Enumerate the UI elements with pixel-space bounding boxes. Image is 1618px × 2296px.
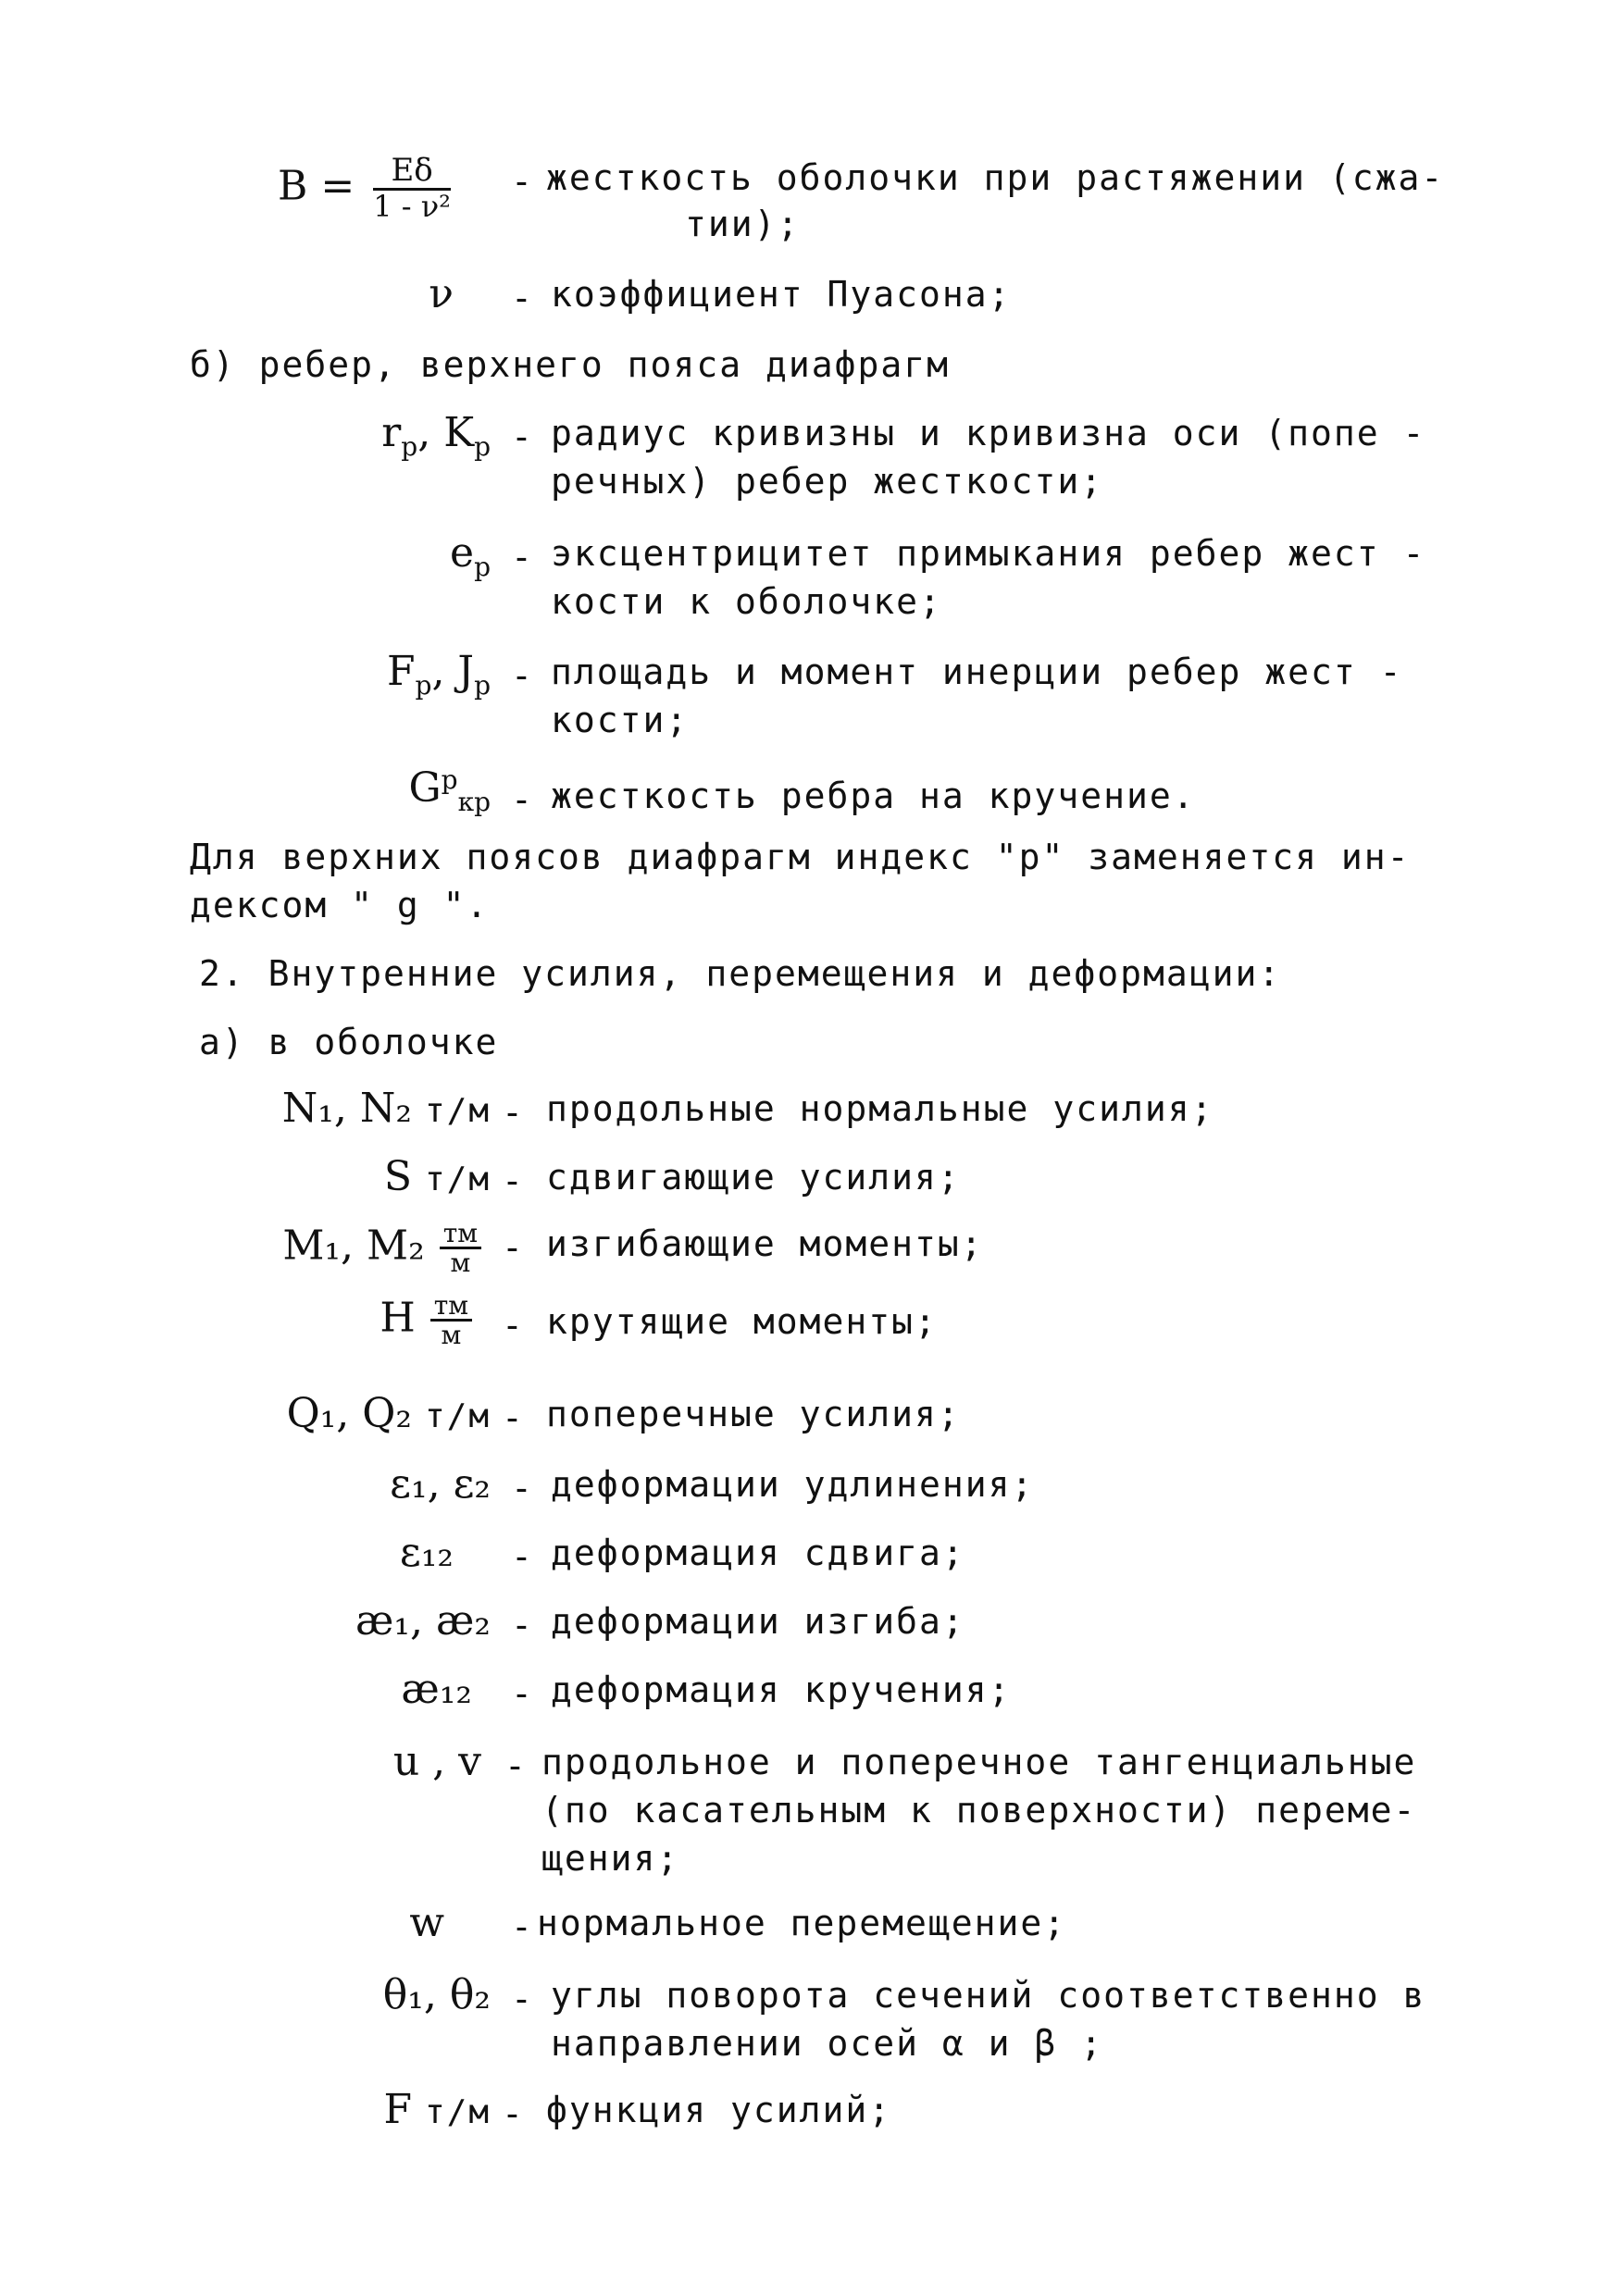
dash: - bbox=[511, 1536, 534, 1577]
symbol-Fp-Jp: $F_p$, $Ј_p$ bbox=[386, 648, 491, 701]
description: деформации удлинения; bbox=[551, 1464, 1035, 1505]
definition-row-B bbox=[0, 148, 1618, 259]
fraction-denominator: 1 - ν² bbox=[373, 189, 451, 225]
description-line-1: углы поворота сечений соответственно в bbox=[551, 1975, 1426, 2016]
description: деформация кручения; bbox=[551, 1669, 1012, 1710]
description: изгибающие моменты; bbox=[546, 1223, 984, 1264]
description-line-1: эксцентрицитет примыкания ребер жест - bbox=[551, 533, 1426, 574]
symbol-Gkp: $G^p_{кр}$ bbox=[408, 764, 491, 817]
symbol-S: S т/м bbox=[383, 1153, 491, 1200]
definition-row-H bbox=[0, 1292, 1618, 1366]
unit: т/м bbox=[424, 2093, 491, 2131]
dash: - bbox=[502, 1160, 525, 1201]
description: деформация сдвига; bbox=[551, 1533, 965, 1573]
description: крутящие моменты; bbox=[546, 1301, 938, 1342]
unit-fraction: $\frac{тм}{м}$ bbox=[430, 1292, 472, 1349]
section-heading-a: а) в оболочке bbox=[199, 1022, 499, 1062]
symbol-eps: ε₁, ε₂ bbox=[390, 1460, 491, 1508]
dash: - bbox=[502, 2093, 525, 2134]
description-line-2: направлении осей α и β ; bbox=[551, 2023, 1104, 2064]
symbol-B-label: B = bbox=[278, 162, 355, 210]
description: поперечные усилия; bbox=[546, 1394, 961, 1434]
definition-row-Q bbox=[0, 1390, 1618, 1446]
description-line-2: кости к оболочке; bbox=[551, 581, 942, 622]
dash: - bbox=[502, 1227, 525, 1268]
dash: - bbox=[502, 1397, 525, 1438]
dash: - bbox=[511, 537, 534, 577]
description-line-2: речных) ребер жесткости; bbox=[551, 461, 1104, 502]
note-line-1: Для верхних поясов диафрагм индекс "р" заменяется ин- bbox=[190, 837, 1411, 877]
symbol-F: F т/м bbox=[383, 2086, 491, 2133]
definition-row-rp-kp bbox=[0, 409, 1618, 511]
unit-fraction: $\frac{тм}{м}$ bbox=[440, 1220, 481, 1277]
dash: - bbox=[511, 1605, 534, 1645]
description-line-2: (по касательным к поверхности) переме- bbox=[541, 1790, 1417, 1831]
dash: - bbox=[511, 278, 534, 318]
description: функция усилий; bbox=[546, 2090, 892, 2130]
definition-row-uv bbox=[0, 1738, 1618, 1895]
unit: т/м bbox=[424, 1160, 491, 1198]
definition-row-w bbox=[0, 1899, 1618, 1955]
definition-row-kappa12 bbox=[0, 1666, 1618, 1721]
description: продольные нормальные усилия; bbox=[546, 1088, 1214, 1129]
section-heading-2: 2. Внутренние усилия, перемещения и деформации: bbox=[199, 953, 1282, 994]
dash: - bbox=[504, 1745, 528, 1786]
definition-row-eps bbox=[0, 1460, 1618, 1516]
symbol-kappa12: æ₁₂ bbox=[401, 1666, 472, 1713]
description-line-2: тии); bbox=[685, 204, 801, 244]
description-line-3: щения; bbox=[541, 1838, 680, 1879]
description-line-1: жесткость оболочки при растяжении (сжа- bbox=[546, 157, 1445, 198]
symbol-rp-kp: $r_p$, $K_p$ bbox=[381, 409, 491, 462]
section-heading-b: б) ребер, верхнего пояса диафрагм bbox=[190, 344, 950, 385]
description: нормальное перемещение; bbox=[537, 1903, 1067, 1943]
definition-row-F bbox=[0, 2086, 1618, 2141]
symbol-kappa: æ₁, æ₂ bbox=[355, 1597, 491, 1644]
description: деформации изгиба; bbox=[551, 1601, 965, 1642]
dash: - bbox=[511, 655, 534, 696]
definition-row-ep bbox=[0, 529, 1618, 631]
description-line-1: площадь и момент инерции ребер жест - bbox=[551, 652, 1403, 692]
dash: - bbox=[511, 1906, 534, 1947]
note-line-2: дексом " g ". bbox=[190, 885, 490, 925]
description: коэффициент Пуасона; bbox=[551, 274, 1012, 315]
dash: - bbox=[511, 161, 534, 202]
description-line-1: радиус кривизны и кривизна оси (попе - bbox=[551, 413, 1426, 453]
definition-row-Fp-Jp bbox=[0, 648, 1618, 750]
symbol-N: N₁, N₂ т/м bbox=[281, 1085, 491, 1132]
symbol-B bbox=[278, 154, 500, 224]
definition-row-eps12 bbox=[0, 1529, 1618, 1584]
definition-row-S bbox=[0, 1153, 1618, 1209]
description-line-2: кости; bbox=[551, 700, 690, 740]
symbol-M: M₁, M₂ $\frac{тм}{м}$ bbox=[250, 1220, 481, 1277]
fraction-E-delta bbox=[373, 154, 451, 224]
fraction-numerator: Eδ bbox=[373, 154, 451, 191]
definition-row-kappa bbox=[0, 1597, 1618, 1653]
dash: - bbox=[511, 1979, 534, 2019]
dash: - bbox=[511, 1468, 534, 1508]
symbol-Q: Q₁, Q₂ т/м bbox=[286, 1390, 491, 1437]
dash: - bbox=[511, 779, 534, 820]
symbol-theta: θ₁, θ₂ bbox=[382, 1971, 491, 2018]
description-line-1: продольное и поперечное тангенциальные bbox=[541, 1742, 1417, 1782]
symbol-eps12: ε₁₂ bbox=[399, 1529, 454, 1576]
symbol-H: H $\frac{тм}{м}$ bbox=[305, 1292, 472, 1349]
description: жесткость ребра на кручение. bbox=[551, 776, 1196, 816]
definition-row-N bbox=[0, 1085, 1618, 1140]
definition-row-Gkp bbox=[0, 759, 1618, 824]
symbol-ep: $e_p$ bbox=[450, 529, 491, 582]
symbol-uv: u , v bbox=[392, 1738, 481, 1785]
dash: - bbox=[502, 1092, 525, 1133]
description: сдвигающие усилия; bbox=[546, 1157, 961, 1198]
dash: - bbox=[511, 1673, 534, 1714]
unit: т/м bbox=[424, 1092, 491, 1130]
unit: т/м bbox=[424, 1397, 491, 1435]
definition-row-theta bbox=[0, 1971, 1618, 2073]
symbol-nu: ν bbox=[429, 270, 454, 317]
symbol-w: w bbox=[409, 1899, 444, 1946]
definition-row-nu bbox=[0, 270, 1618, 326]
definition-row-M bbox=[0, 1220, 1618, 1294]
dash: - bbox=[502, 1305, 525, 1346]
dash: - bbox=[511, 416, 534, 457]
